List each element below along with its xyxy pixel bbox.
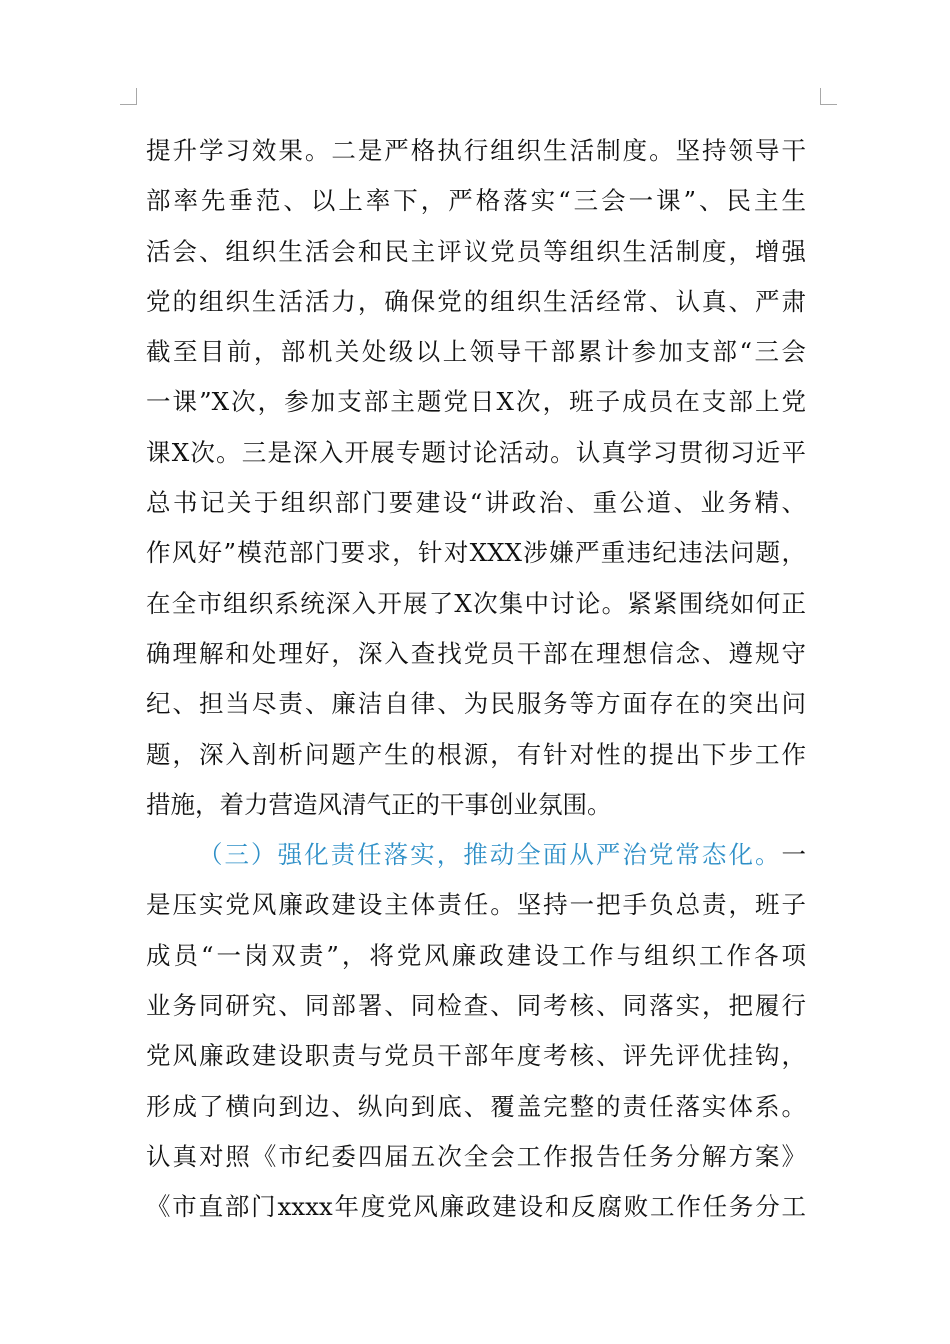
section-line: 党风廉政建设职责与党员干部年度考核、评先评优挂钩，	[146, 1041, 806, 1071]
body-line: 一课”X次，参加支部主题党日X次，班子成员在支部上党	[146, 387, 806, 417]
body-line: 提升学习效果。二是严格执行组织生活制度。坚持领导干	[146, 136, 806, 165]
body-line: 题，深入剖析问题产生的根源，有针对性的提出下步工作	[146, 739, 806, 769]
body-line: 纪、担当尽责、廉洁自律、为民服务等方面存在的突出问	[146, 689, 806, 719]
body-line: 党的组织生活活力，确保党的组织生活经常、认真、严肃	[146, 286, 806, 316]
section-heading: （三）强化责任落实，推动全面从严治党常态化。	[198, 840, 782, 870]
section-line: 《市直部门xxxx年度党风廉政建设和反腐败工作任务分工	[146, 1192, 806, 1222]
body-line: 课X次。三是深入开展专题讨论活动。认真学习贯彻习近平	[146, 437, 806, 467]
body-line: 截至目前，部机关处级以上领导干部累计参加支部“三会	[146, 337, 806, 367]
section-line: 业务同研究、同部署、同检查、同考核、同落实，把履行	[146, 991, 806, 1021]
section-line: 形成了横向到边、纵向到底、覆盖完整的责任落实体系。	[146, 1091, 806, 1121]
section-heading-line	[146, 830, 806, 880]
section-line: 认真对照《市纪委四届五次全会工作报告任务分解方案》	[146, 1141, 806, 1171]
document-body	[146, 126, 806, 1233]
body-line: 活会、组织生活会和民主评议党员等组织生活制度，增强	[146, 236, 806, 266]
section-line: 成员“一岗双责”，将党风廉政建设工作与组织工作各项	[146, 940, 806, 970]
body-line: 在全市组织系统深入开展了X次集中讨论。紧紧围绕如何正	[146, 588, 806, 618]
crop-mark-top-right	[820, 88, 837, 105]
crop-mark-top-left	[120, 88, 137, 105]
body-line: 作风好”模范部门要求，针对XXX涉嫌严重违纪违法问题，	[146, 538, 806, 568]
body-line: 确理解和处理好，深入查找党员干部在理想信念、遵规守	[146, 638, 806, 668]
body-line: 部率先垂范、以上率下，严格落实“三会一课”、民主生	[146, 186, 806, 216]
section-heading-tail: 一	[781, 840, 806, 870]
body-line: 措施，着力营造风清气正的干事创业氛围。	[146, 789, 612, 819]
body-line: 总书记关于组织部门要建设“讲政治、重公道、业务精、	[146, 488, 806, 518]
section-line: 是压实党风廉政建设主体责任。坚持一把手负总责，班子	[146, 890, 806, 920]
